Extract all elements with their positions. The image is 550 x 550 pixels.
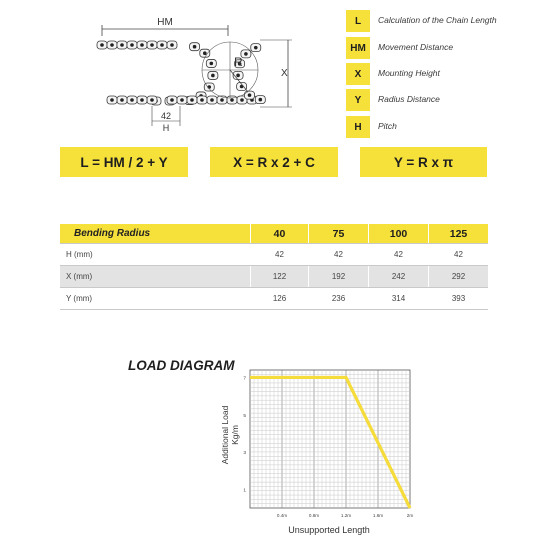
legend-text: Radius Distance <box>378 94 440 104</box>
x-axis-label: Unsupported Length <box>288 525 370 535</box>
chain-link-pin <box>203 51 207 55</box>
chain-link-pin <box>100 43 104 47</box>
table-cell: 126 <box>250 288 308 309</box>
chain-link-pin <box>110 43 114 47</box>
table-row-label: Y (mm) <box>66 294 93 303</box>
y-axis-label-unit: Kg/m <box>230 425 240 445</box>
chain-link-pin <box>236 74 240 78</box>
x-dimension-label: X <box>281 68 288 79</box>
chain-link-pin <box>230 98 234 102</box>
table-cell: 122 <box>250 266 308 287</box>
chain-link-pin <box>150 43 154 47</box>
table-cell: 393 <box>428 288 488 309</box>
formula-chain-length: L = HM / 2 + Y <box>60 147 188 177</box>
y-tick-label: 7 <box>243 376 246 382</box>
table-cell: 192 <box>308 266 368 287</box>
load-diagram-chart <box>200 360 425 540</box>
bending-radius-table <box>60 224 488 310</box>
legend-symbol: Y <box>346 89 370 111</box>
table-header-row <box>60 224 488 244</box>
chain-link-pin <box>244 52 248 56</box>
table-cell: 42 <box>368 244 428 265</box>
legend-text: Calculation of the Chain Length <box>378 15 497 25</box>
chain-link-pin <box>190 98 194 102</box>
table-column-header: 40 <box>250 224 308 243</box>
chain-link-pin <box>130 43 134 47</box>
table-cell: 292 <box>428 266 488 287</box>
legend-text: Movement Distance <box>378 42 454 52</box>
load-diagram-title: LOAD DIAGRAM <box>128 358 235 373</box>
table-cell: 236 <box>308 288 368 309</box>
x-tick-label: 2m <box>406 513 414 518</box>
chain-link-pin <box>220 98 224 102</box>
chain-link-pin <box>120 98 124 102</box>
y-axis-label <box>220 405 240 464</box>
chain-link-pin <box>254 46 258 50</box>
x-tick-label: 0.8m <box>308 513 320 518</box>
chain-link-pin <box>259 98 263 102</box>
chain-link-pin <box>248 93 252 97</box>
table-cell: 42 <box>308 244 368 265</box>
legend-text: Pitch <box>378 121 397 131</box>
table-row-label: H (mm) <box>66 250 93 259</box>
formula-radius-distance: Y = R x π <box>360 147 487 177</box>
table-column-header: 75 <box>308 224 368 243</box>
h-dimension-label: H <box>162 123 170 133</box>
chain-link-pin <box>120 43 124 47</box>
table-header-label: Bending Radius <box>74 228 151 239</box>
x-tick-label: 1.2m <box>340 513 352 518</box>
table-cell: 42 <box>428 244 488 265</box>
chain-link-pin <box>193 45 197 49</box>
chain-link-pin <box>210 62 214 66</box>
legend-symbol: HM <box>346 37 370 59</box>
table-row <box>60 266 488 288</box>
chain-link-pin <box>180 98 184 102</box>
chain-link-pin <box>210 98 214 102</box>
y-tick-label: 3 <box>243 451 246 457</box>
x-tick-label: 1.6m <box>372 513 384 518</box>
legend-symbol: X <box>346 63 370 85</box>
legend-text: Mounting Height <box>378 68 440 78</box>
chain-link-pin <box>140 43 144 47</box>
table-row-label: X (mm) <box>66 272 93 281</box>
pitch-value-label: 42 <box>160 111 172 121</box>
legend-symbol: H <box>346 116 370 138</box>
table-row <box>60 288 488 310</box>
table-cell: 314 <box>368 288 428 309</box>
chain-link-pin <box>200 98 204 102</box>
chain-links <box>97 41 265 105</box>
table-cell: 42 <box>250 244 308 265</box>
chain-link-pin <box>170 98 174 102</box>
chain-link-pin <box>240 98 244 102</box>
chain-link-pin <box>170 43 174 47</box>
y-tick-label: 5 <box>243 413 246 419</box>
chain-link-pin <box>110 98 114 102</box>
formula-mounting-height: X = R x 2 + C <box>210 147 338 177</box>
table-cell: 242 <box>368 266 428 287</box>
legend-symbol: L <box>346 10 370 32</box>
x-tick-label: 0.4m <box>276 513 288 518</box>
y-tick-label: 1 <box>243 488 246 494</box>
chain-link-pin <box>140 98 144 102</box>
chain-link-pin <box>150 98 154 102</box>
hm-dimension-label: HM <box>157 17 173 28</box>
chain-link-pin <box>130 98 134 102</box>
chain-diagram <box>60 8 300 133</box>
chain-link-pin <box>211 74 215 78</box>
table-row <box>60 244 488 266</box>
r-dimension-label: R <box>234 55 243 69</box>
y-axis-label-line: Additional Load <box>220 405 230 465</box>
table-column-header: 100 <box>368 224 428 243</box>
chain-link-pin <box>160 43 164 47</box>
table-column-header: 125 <box>428 224 488 243</box>
chart-grid <box>250 370 410 508</box>
